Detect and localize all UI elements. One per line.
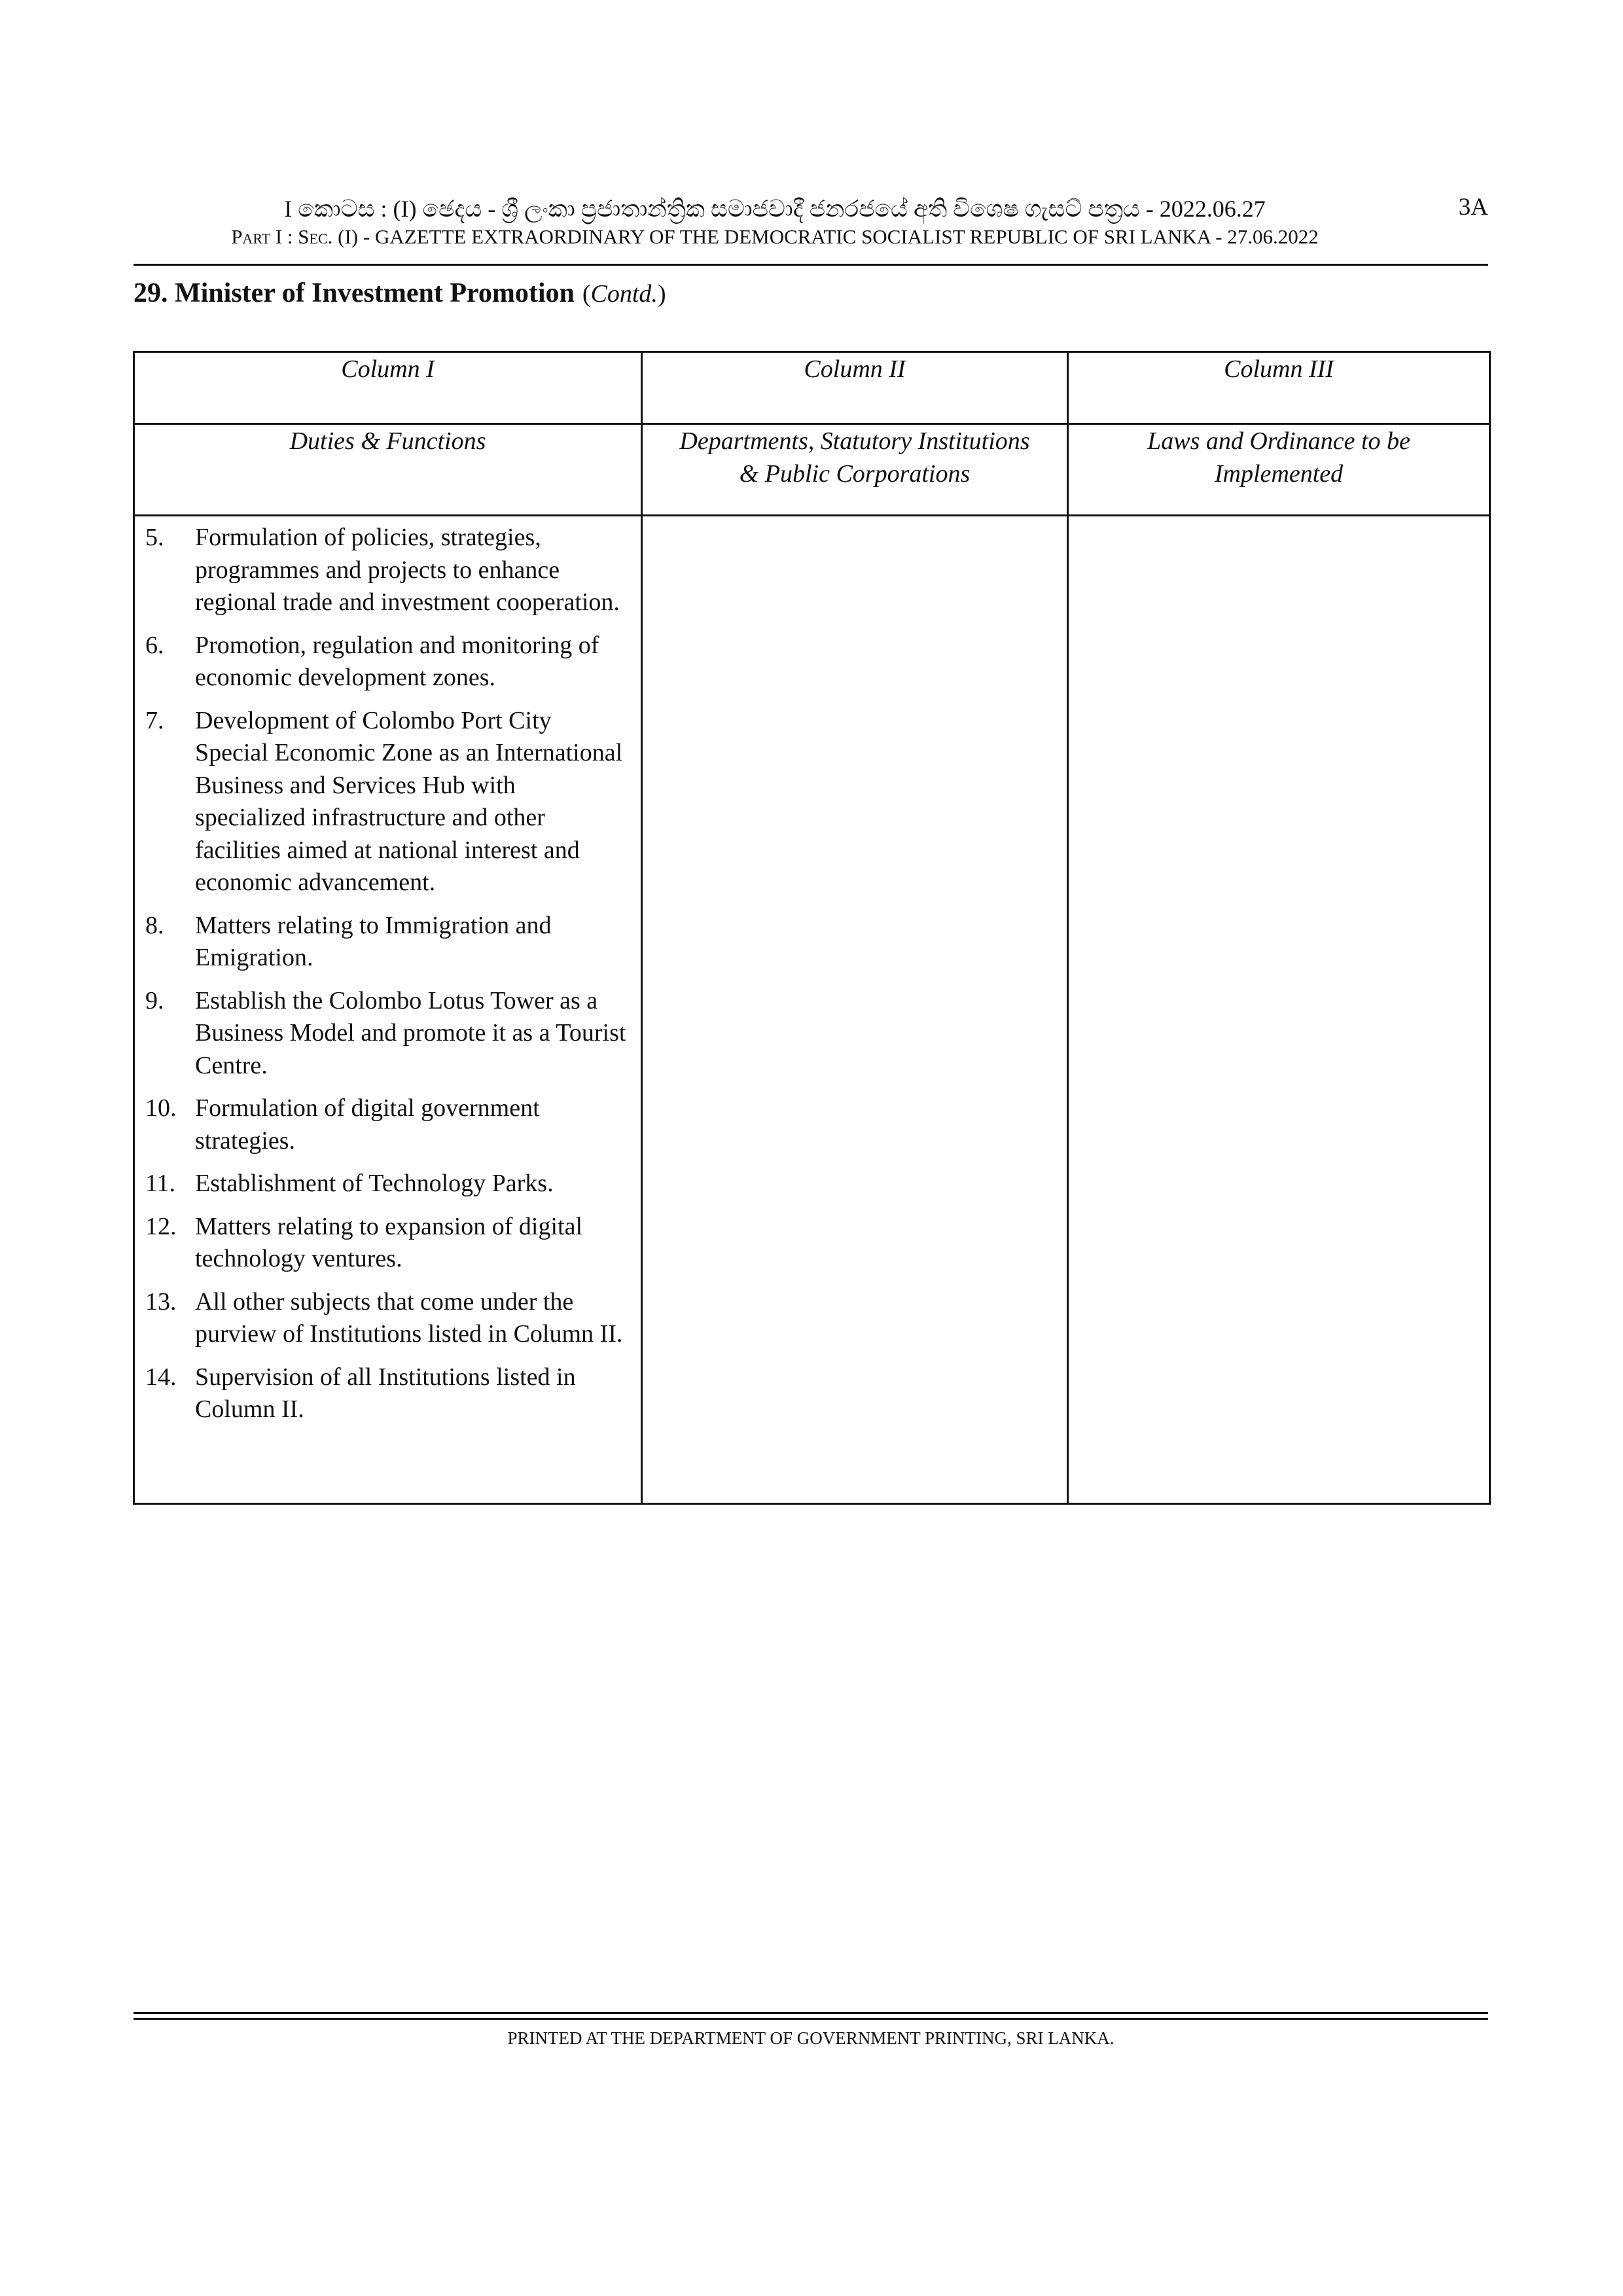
- list-item: [145, 705, 629, 899]
- footer-divider-bottom: [134, 2018, 1488, 2020]
- list-item: [145, 985, 629, 1083]
- list-item: [145, 910, 629, 975]
- item-number: 11.: [145, 1170, 176, 1197]
- printer-imprint: PRINTED AT THE DEPARTMENT OF GOVERNMENT PRINTING, SRI LANKA.: [507, 2028, 1115, 2048]
- header-sinhala-line: I කොටස : (I) ඡෙදය - ශ්‍රී ලංකා ප්‍රජාතාන්ත්‍රික සමාජවාදී ජනරජයේ අති විශෙෂ ගැසට් පත්‍රය - 2022.06.27: [284, 196, 1266, 222]
- item-text: Matters relating to expansion of digital technology ventures.: [195, 1212, 583, 1272]
- laws-header: Laws and Ordinance to be Implemented: [1068, 424, 1490, 516]
- item-number: 6.: [145, 631, 164, 659]
- item-text: All other subjects that come under the purview of Institutions listed in Column II.: [195, 1287, 623, 1348]
- section-heading: [134, 274, 666, 314]
- item-number: 5.: [145, 524, 164, 551]
- item-number: 12.: [145, 1212, 177, 1240]
- item-number: 10.: [145, 1094, 177, 1122]
- page-number: 3A: [1458, 194, 1488, 221]
- duties-table: [133, 351, 1491, 1505]
- contd-note: (Contd.): [582, 280, 666, 308]
- item-text: Formulation of digital government strategies.: [195, 1094, 540, 1155]
- item-text: Promotion, regulation and monitoring of economic development zones.: [195, 631, 599, 691]
- list-item: [145, 1211, 629, 1276]
- footer-divider-top: [134, 2012, 1488, 2014]
- table-body-row: [134, 516, 1490, 1504]
- header-part-label: Part I : Sec.: [231, 225, 333, 248]
- departments-header: Departments, Statutory Institutions & Public Corporations: [642, 424, 1068, 516]
- header-english-rest: (I) - GAZETTE EXTRAORDINARY OF THE DEMOCRATIC SOCIALIST REPUBLIC OF SRI LANKA - 27.06.2022: [332, 225, 1319, 248]
- list-item: [145, 630, 629, 694]
- item-number: 14.: [145, 1363, 177, 1391]
- column-1-header: Column I: [134, 352, 642, 424]
- page-header: [134, 194, 1488, 250]
- item-number: 9.: [145, 986, 164, 1014]
- item-text: Development of Colombo Port City Special Economic Zone as an International Business and Services Hub with specialized infrastructure and other facilities aimed at national interest and economic advancement.: [195, 706, 623, 896]
- sub-header-row: [134, 424, 1490, 516]
- column-header-row: [134, 352, 1490, 424]
- column-2-header: Column II: [642, 352, 1068, 424]
- item-number: 13.: [145, 1287, 177, 1316]
- list-item: [145, 1361, 629, 1426]
- item-text: Establish the Colombo Lotus Tower as a Business Model and promote it as a Tourist Centre.: [195, 986, 626, 1079]
- laws-cell: [1068, 516, 1490, 1504]
- item-number: 7.: [145, 706, 164, 734]
- list-item: [145, 1286, 629, 1351]
- item-text: Formulation of policies, strategies, programmes and projects to enhance regional trade and investment cooperation.: [195, 524, 620, 616]
- list-item: [145, 1092, 629, 1157]
- item-text: Matters relating to Immigration and Emigration.: [195, 911, 552, 971]
- section-title: 29. Minister of Investment Promotion: [134, 278, 575, 308]
- header-english-line: [134, 224, 1488, 250]
- duties-functions-header: Duties & Functions: [134, 424, 642, 516]
- item-text: Supervision of all Institutions listed in Column II.: [195, 1363, 576, 1423]
- duties-cell: [134, 516, 642, 1504]
- list-item: [145, 522, 629, 619]
- item-text: Establishment of Technology Parks.: [195, 1170, 554, 1197]
- list-item: [145, 1168, 629, 1200]
- column-3-header: Column III: [1068, 352, 1490, 424]
- item-number: 8.: [145, 911, 164, 939]
- header-divider: [134, 264, 1488, 266]
- departments-cell: [642, 516, 1068, 1504]
